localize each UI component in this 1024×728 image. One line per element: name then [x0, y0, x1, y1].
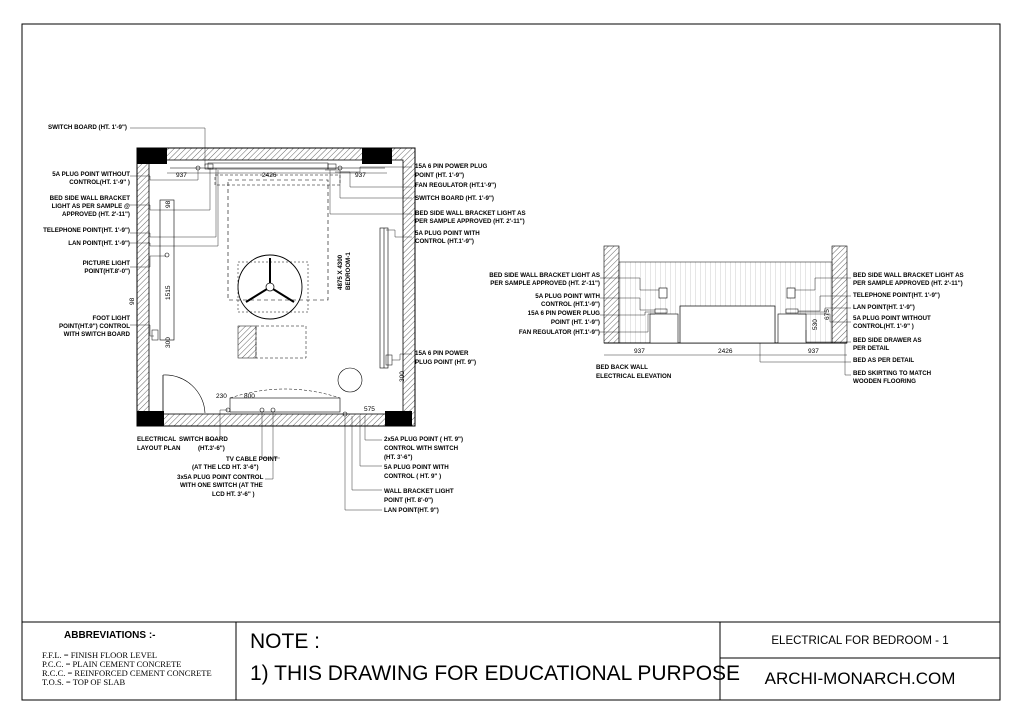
wall-left: [137, 160, 149, 414]
label-2x5a-plug: 2x5A PLUG POINT ( HT. 9"): [384, 436, 464, 443]
plan-left-labels: [43, 124, 130, 338]
label-tv-cable: (AT THE LCD HT. 3'-6"): [192, 464, 259, 471]
dim-text: 2426: [718, 348, 733, 355]
dim-text: 800: [244, 393, 255, 400]
label-bed-side-drawer: PER DETAIL: [853, 345, 890, 352]
label-3x5a-plug: LCD HT. 3'-6" ): [212, 491, 255, 498]
column: [385, 411, 412, 426]
label-lan-point-low: LAN POINT(HT. 9"): [384, 507, 439, 514]
elevation-left-labels: [489, 272, 600, 336]
elevation-title-line1: BED BACK WALL: [596, 364, 648, 371]
label-picture-light: POINT(HT.8'-0"): [84, 268, 130, 275]
label-switch-board: SWITCH BOARD (HT. 1'-9"): [48, 124, 127, 131]
label-bracket-light: BED SIDE WALL BRACKET LIGHT AS: [489, 272, 600, 279]
dim-text: 2426: [262, 172, 277, 179]
note-text: 1) THIS DRAWING FOR EDUCATIONAL PURPOSE: [250, 662, 741, 685]
label-15a-plug: POINT (HT. 1'-9"): [550, 319, 600, 326]
label-5a-plug: 5A PLUG POINT WITHOUT: [52, 171, 130, 178]
wall-bottom: [137, 414, 415, 426]
floor-plan: [43, 124, 526, 514]
dim-text: 575: [364, 406, 375, 413]
plan-bottom-labels: [177, 436, 463, 514]
dim-text: 937: [634, 348, 645, 355]
label-15a-plug-low: 15A 6 PIN POWER: [415, 350, 469, 357]
abbreviation-item: F.F.L. = FINISH FLOOR LEVEL: [42, 650, 158, 660]
label-telephone-point: TELEPHONE POINT(HT. 1'-9"): [43, 227, 130, 234]
label-5a-plug-control: CONTROL (HT.1'-9"): [541, 301, 600, 308]
label-fan-regulator: FAN REGULATOR (HT.1'-9"): [415, 182, 497, 189]
label-foot-light: FOOT LIGHT: [92, 315, 130, 322]
abbreviation-item: R.C.C. = REINFORCED CEMENT CONCRETE: [42, 668, 212, 678]
label-bed-skirting: BED SKIRTING TO MATCH: [853, 370, 932, 377]
label-foot-light: POINT(HT.9") CONTROL: [59, 323, 130, 330]
label-bracket-light: BED SIDE WALL BRACKET LIGHT AS: [415, 210, 526, 217]
bed-outline: [228, 180, 328, 300]
plan-right-labels: [415, 163, 526, 366]
label-bracket-light: BED SIDE WALL BRACKET LIGHT AS: [853, 272, 964, 279]
label-5a-plug-control-low: 5A PLUG POINT WITH: [384, 464, 449, 471]
label-5a-plug-control: 5A PLUG POINT WITH: [535, 293, 600, 300]
label-tv-cable: TV CABLE POINT: [226, 456, 278, 463]
label-wall-bracket-light: POINT (HT. 8'-0"): [384, 497, 434, 504]
room-size-label: 4875 X 4300: [337, 254, 344, 290]
label-5a-plug: CONTROL(HT. 1'-9" ): [69, 179, 130, 186]
dim-text: 98: [165, 200, 172, 208]
label-fan-regulator: FAN REGULATOR (HT.1'-9"): [518, 329, 600, 336]
label-bracket-light: PER SAMPLE APPROVED (HT. 2'-11"): [853, 280, 963, 287]
label-15a-plug: 15A 6 PIN POWER PLUG: [527, 310, 600, 317]
title-block: [22, 622, 1000, 700]
label-bracket-light: APPROVED (HT. 2'-11"): [61, 211, 130, 218]
note-title: NOTE :: [250, 630, 321, 653]
label-5a-plug: CONTROL(HT. 1'-9" ): [853, 323, 914, 330]
abbreviations-title: ABBREVIATIONS :-: [64, 630, 156, 641]
plan-title-line1: ELECTRICAL: [137, 436, 177, 443]
label-bed-side-drawer: BED SIDE DRAWER AS: [853, 337, 922, 344]
label-15a-plug: POINT (HT. 1'-9"): [415, 172, 465, 179]
label-bracket-light: LIGHT AS PER SAMPLE @: [51, 203, 130, 210]
abbreviation-item: P.C.C. = PLAIN CEMENT CONCRETE: [42, 659, 182, 669]
label-foot-light: WITH SWITCH BOARD: [63, 331, 130, 338]
label-bracket-light: PER SAMPLE APPROVED (HT. 2'-11"): [490, 280, 600, 287]
dim-text: 1515: [165, 285, 172, 300]
label-2x5a-plug: (HT. 3'-6"): [384, 454, 413, 461]
bed-elevation: [680, 306, 775, 343]
dim-text: 937: [808, 348, 819, 355]
label-picture-light: PICTURE LIGHT: [82, 260, 130, 267]
label-5a-plug-control-low: CONTROL ( HT. 9" ): [384, 473, 442, 480]
room-name-label: BEDROOM-1: [345, 252, 352, 290]
column: [137, 148, 167, 164]
label-bracket-light: PER SAMPLE APPROVED (HT. 2'-11"): [415, 218, 525, 225]
label-switch-board: SWITCH BOARD (HT. 1'-9"): [415, 195, 494, 202]
label-2x5a-plug: CONTROL WITH SWITCH: [384, 445, 459, 452]
label-bed-skirting: WOODEN FLOORING: [853, 378, 916, 385]
label-switch-board-bottom: (HT.3'-6"): [198, 445, 225, 452]
label-5a-plug-control: CONTROL (HT.1'-9"): [415, 238, 474, 245]
label-5a-plug-control: 5A PLUG POINT WITH: [415, 230, 480, 237]
plan-title-line2: LAYOUT PLAN: [137, 445, 181, 452]
elevation-title-line2: ELECTRICAL ELEVATION: [596, 373, 672, 380]
label-lan-point: LAN POINT(HT. 1'-9"): [68, 240, 130, 247]
label-lan-point: LAN POINT(HT. 1'-9"): [853, 304, 915, 311]
dim-text: 675: [824, 309, 831, 320]
abbreviation-item: T.O.S. = TOP OF SLAB: [42, 677, 126, 687]
label-15a-plug: 15A 6 PIN POWER PLUG: [415, 163, 488, 170]
label-3x5a-plug: WITH ONE SWITCH (AT THE: [180, 482, 263, 489]
label-3x5a-plug: 3x5A PLUG POINT CONTROL: [177, 474, 264, 481]
label-15a-plug-low: PLUG POINT (HT. 9"): [415, 359, 477, 366]
dim-text: 937: [355, 172, 366, 179]
label-wall-bracket-light: WALL BRACKET LIGHT: [384, 488, 454, 495]
label-bracket-light: BED SIDE WALL BRACKET: [49, 195, 130, 202]
dim-text: 300: [399, 371, 406, 382]
dim-text: 98: [129, 297, 136, 305]
elevation-right-labels: [853, 272, 964, 385]
column: [362, 148, 392, 164]
dim-text: 530: [812, 319, 819, 330]
elevation: [489, 246, 963, 385]
label-5a-plug: 5A PLUG POINT WITHOUT: [853, 315, 931, 322]
column: [137, 411, 164, 426]
label-bed: BED AS PER DETAIL: [853, 357, 915, 364]
drawing-title: ELECTRICAL FOR BEDROOM - 1: [771, 635, 949, 647]
label-telephone-point: TELEPHONE POINT(HT. 1'-9"): [853, 292, 940, 299]
dim-text: 300: [165, 337, 172, 348]
dim-text: 937: [176, 172, 187, 179]
dim-text: 230: [216, 393, 227, 400]
website-label: ARCHI-MONARCH.COM: [764, 669, 956, 688]
label-switch-board-bottom: SWITCH BOARD: [179, 436, 228, 443]
